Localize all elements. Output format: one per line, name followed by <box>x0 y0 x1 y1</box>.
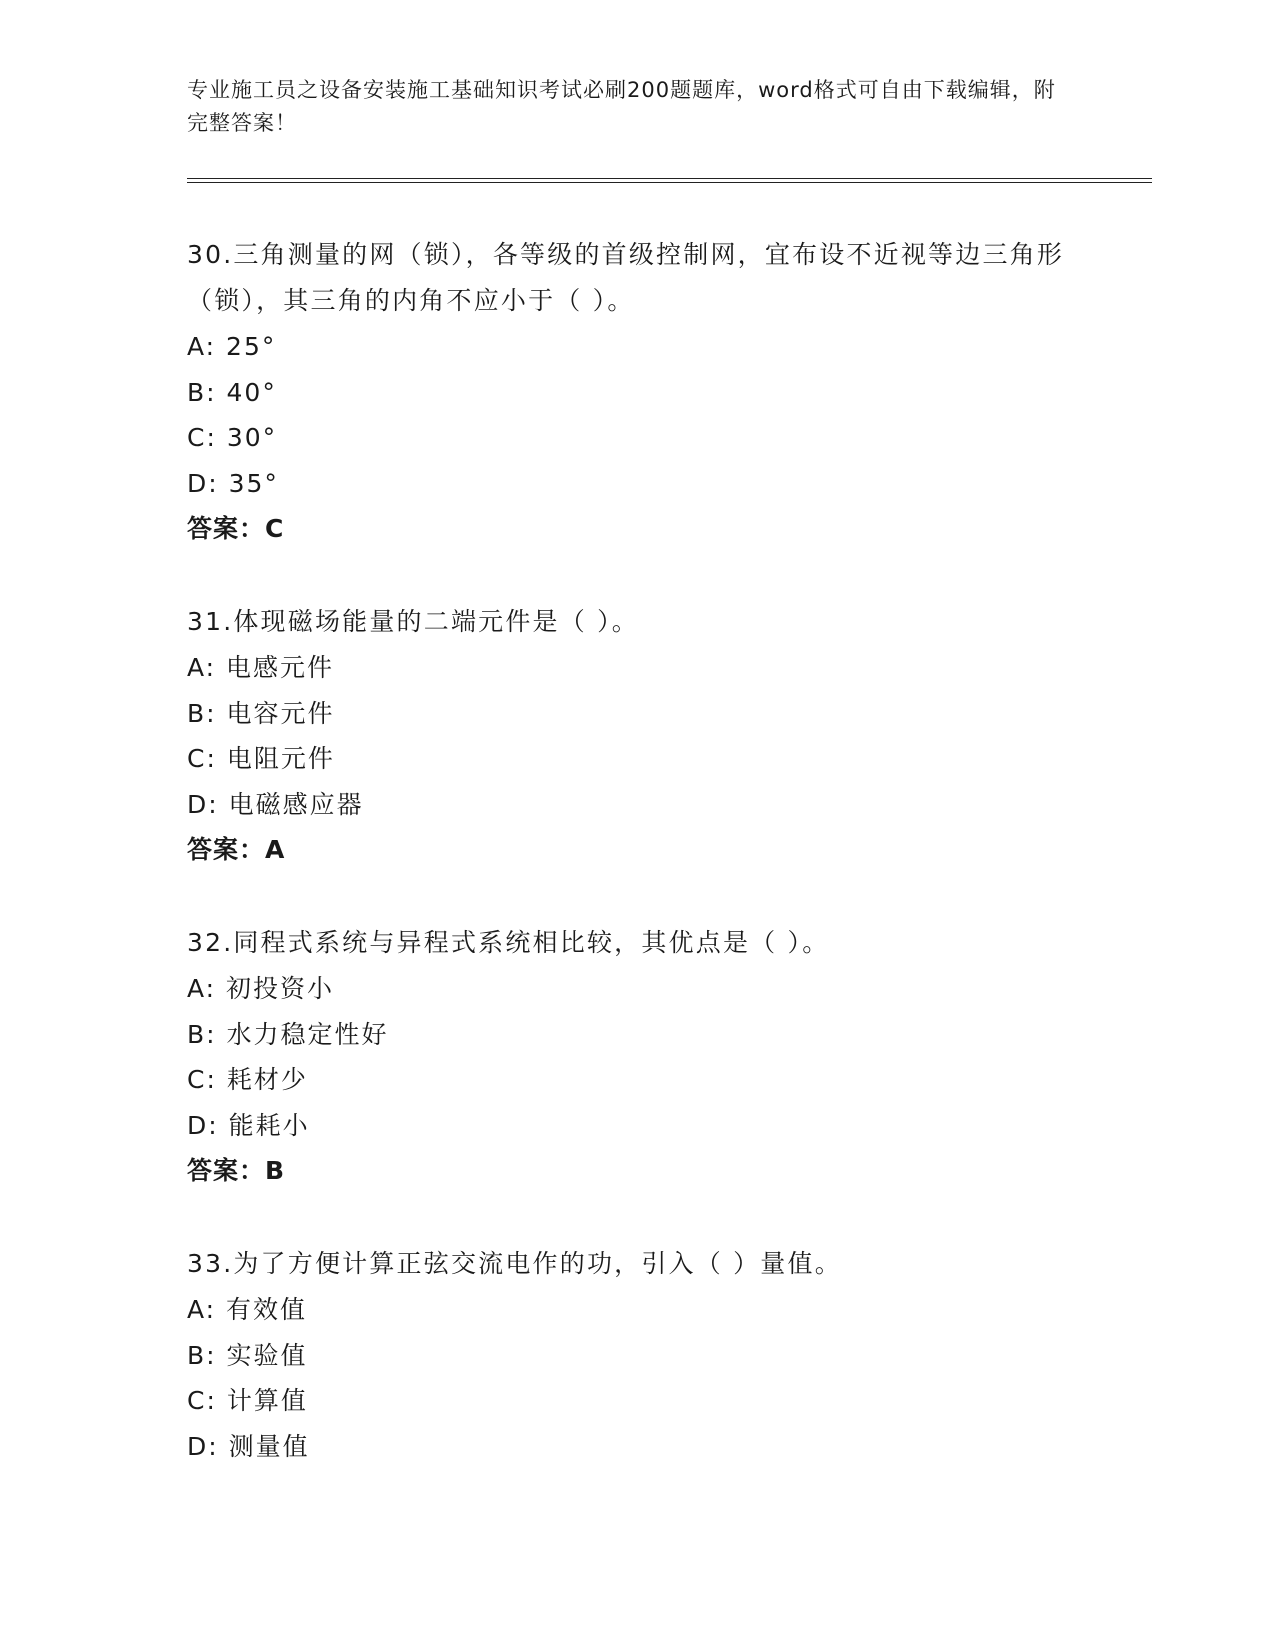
option-d: D: 电磁感应器 <box>187 789 364 819</box>
question-30 <box>187 232 1087 552</box>
option-b: B: 水力稳定性好 <box>187 1019 389 1049</box>
option-c: C: 耗材少 <box>187 1065 308 1094</box>
question-stem: 31.体现磁场能量的二端元件是（ ）。 <box>187 607 640 636</box>
option-c: C: 电阻元件 <box>187 744 335 773</box>
option-b: B: 40° <box>187 377 277 407</box>
question-list <box>187 232 1087 1516</box>
answer-line: 答案：C <box>187 514 285 543</box>
answer-line: 答案：B <box>187 1156 286 1185</box>
option-b: B: 电容元件 <box>187 698 335 728</box>
header-double-rule <box>187 178 1152 183</box>
option-a: A: 初投资小 <box>187 974 335 1003</box>
question-stem: 33.为了方便计算正弦交流电作的功，引入（ ）量值。 <box>187 1249 842 1278</box>
option-c: C: 30° <box>187 423 278 452</box>
question-33 <box>187 1241 1087 1469</box>
option-d: D: 测量值 <box>187 1431 310 1461</box>
option-d: D: 35° <box>187 468 279 498</box>
document-header: 专业施工员之设备安装施工基础知识考试必刷200题题库，word格式可自由下载编辑，附完整答案！ <box>187 78 1056 135</box>
option-a: A: 电感元件 <box>187 653 335 682</box>
question-stem: 30.三角测量的网（锁），各等级的首级控制网，宜布设不近视等边三角形（锁），其三角的内角不应小于（ ）。 <box>187 240 1065 315</box>
option-b: B: 实验值 <box>187 1340 308 1370</box>
option-c: C: 计算值 <box>187 1386 308 1415</box>
option-a: A: 有效值 <box>187 1295 308 1324</box>
option-d: D: 能耗小 <box>187 1110 310 1140</box>
option-a: A: 25° <box>187 332 277 361</box>
question-stem: 32.同程式系统与异程式系统相比较，其优点是（ ）。 <box>187 928 830 957</box>
answer-line: 答案：A <box>187 835 286 864</box>
question-31 <box>187 599 1087 873</box>
question-32 <box>187 920 1087 1194</box>
